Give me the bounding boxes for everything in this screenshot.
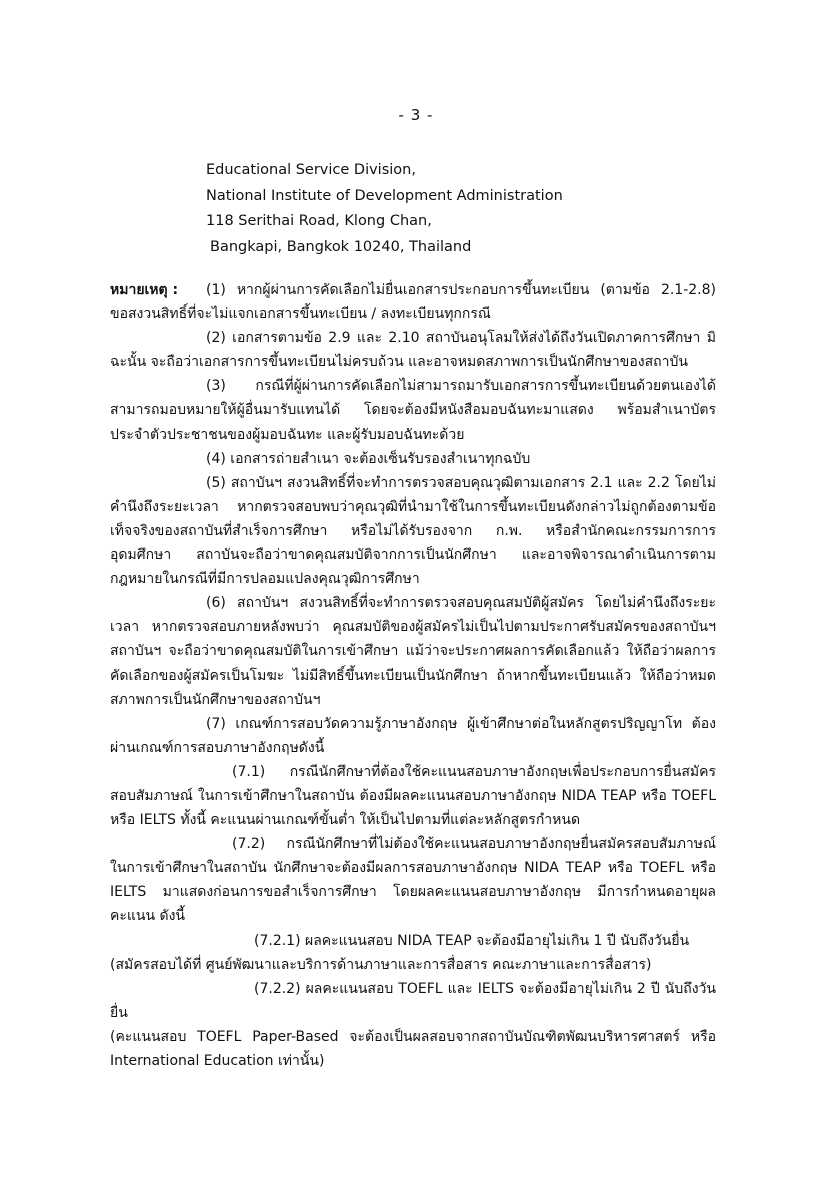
note-7-2-2: (7.2.2) ผลคะแนนสอบ TOEFL และ IELTS จะต้องมีอายุไม่เกิน 2 ปี นับถึงวันยื่น <box>110 980 716 1021</box>
note-5: (5) สถาบันฯ สงวนสิทธิ์ที่จะทำการตรวจสอบคุณวุฒิตามเอกสาร 2.1 และ 2.2 โดยไม่คำนึงถึงระยะเวลา หากตรวจสอบพบว่าคุณวุฒิที่นำมาใช้ในการขึ้นทะเบียนดังกล่าวไม่ถูกต้องตามข้อเท็จจริงของสถาบันที่สำเร็จการศึกษา หรือไม่ได้รับรองจาก ก.พ. หรือสำนักคณะกรรมการการอุดมศึกษา สถาบันจะถือว่าขาดคุณสมบัติจากการเป็นนักศึกษา และอาจพิจารณาดำเนินการตามกฎหมายในกรณีที่มีการปลอมแปลงคุณวุฒิการศึกษา <box>110 474 716 588</box>
note-1-text: (1) หากผู้ผ่านการคัดเลือกไม่ยื่นเอกสารประกอบการขึ้นทะเบียน (ตามข้อ 2.1-2.8) ขอสงวนสิทธิ์ที่จะไม่แจกเอกสารขึ้นทะเบียน / ลงทะเบียนทุกกรณี <box>110 282 716 323</box>
address-line-1: Educational Service Division, <box>206 162 416 178</box>
note-1 <box>110 278 716 326</box>
page-number: - 3 - <box>398 106 434 124</box>
note-7-2: (7.2) กรณีนักศึกษาที่ไม่ต้องใช้คะแนนสอบภาษาอังกฤษยื่นสมัครสอบสัมภาษณ์ ในการเข้าศึกษาในสถาบัน นักศึกษาจะต้องมีผลการสอบภาษาอังกฤษ NIDA TEAP หรือ TOEFL หรือ IELTS มาแสดงก่อนการขอสำเร็จการศึกษา โดยผลคะแนนสอบภาษาอังกฤษ มีการกำหนดอายุผลคะแนน ดังนี้ <box>110 836 716 925</box>
note-3: (3) กรณีที่ผู้ผ่านการคัดเลือกไม่สามารถมารับเอกสารการขึ้นทะเบียนด้วยตนเองได้ สามารถมอบหมายให้ผู้อื่นมารับแทนได้ โดยจะต้องมีหนังสือมอบฉันทะมาแสดง พร้อมสำเนาบัตรประจำตัวประชาชนของผู้มอบฉันทะ และผู้รับมอบฉันทะด้วย <box>110 378 716 443</box>
notes-section <box>110 278 716 1073</box>
note-4: (4) เอกสารถ่ายสำเนา จะต้องเซ็นรับรองสำเนาทุกฉบับ <box>206 450 531 467</box>
address-line-2: National Institute of Development Administration <box>206 187 563 204</box>
note-6: (6) สถาบันฯ สงวนสิทธิ์ที่จะทำการตรวจสอบคุณสมบัติผู้สมัคร โดยไม่คำนึงถึงระยะเวลา หากตรวจสอบภายหลังพบว่า คุณสมบัติของผู้สมัครไม่เป็นไปตามประกาศรับสมัครของสถาบันฯ สถาบันฯ จะถือว่าขาดคุณสมบัติในการเข้าศึกษา แม้ว่าจะประกาศผลการคัดเลือกแล้ว ให้ถือว่าผลการคัดเลือกของผู้สมัครเป็นโมฆะ ไม่มีสิทธิ์ขึ้นทะเบียนเป็นนักศึกษา ถ้าหากขึ้นทะเบียนแล้ว ให้ถือว่าหมดสภาพการเป็นนักศึกษาของสถาบันฯ <box>110 595 716 708</box>
note-2: (2) เอกสารตามข้อ 2.9 และ 2.10 สถาบันอนุโลมให้ส่งได้ถึงวันเปิดภาคการศึกษา มิฉะนั้น จะถือว่าเอกสารการขึ้นทะเบียนไม่ครบถ้วน และอาจหมดสภาพการเป็นนักศึกษาของสถาบัน <box>110 330 716 371</box>
note-7-1: (7.1) กรณีนักศึกษาที่ต้องใช้คะแนนสอบภาษาอังกฤษเพื่อประกอบการยื่นสมัครสอบสัมภาษณ์ ในการเข้าศึกษาในสถาบัน ต้องมีผลคะแนนสอบภาษาอังกฤษ NIDA TEAP หรือ TOEFL หรือ IELTS ทั้งนี้ คะแนนผ่านเกณฑ์ขั้นต่ำ ให้เป็นไปตามที่แต่ละหลักสูตรกำหนด <box>110 763 716 829</box>
address-block <box>206 158 563 260</box>
notes-label: หมายเหตุ : <box>110 282 179 298</box>
note-7-2-2-detail: (คะแนนสอบ TOEFL Paper-Based จะต้องเป็นผลสอบจากสถาบันบัณฑิตพัฒนบริหารศาสตร์ หรือ International Education เท่านั้น) <box>110 1028 716 1069</box>
address-line-3: 118 Serithai Road, Klong Chan, <box>206 213 432 229</box>
address-line-4: Bangkapi, Bangkok 10240, Thailand <box>210 238 472 255</box>
note-7-2-1-detail: (สมัครสอบได้ที่ ศูนย์พัฒนาและบริการด้านภาษาและการสื่อสาร คณะภาษาและการสื่อสาร) <box>110 956 652 973</box>
note-7: (7) เกณฑ์การสอบวัดความรู้ภาษาอังกฤษ ผู้เข้าศึกษาต่อในหลักสูตรปริญญาโท ต้องผ่านเกณฑ์การสอบภาษาอังกฤษดังนี้ <box>110 715 716 756</box>
note-7-2-1: (7.2.1) ผลคะแนนสอบ NIDA TEAP จะต้องมีอายุไม่เกิน 1 ปี นับถึงวันยื่น <box>254 932 690 949</box>
